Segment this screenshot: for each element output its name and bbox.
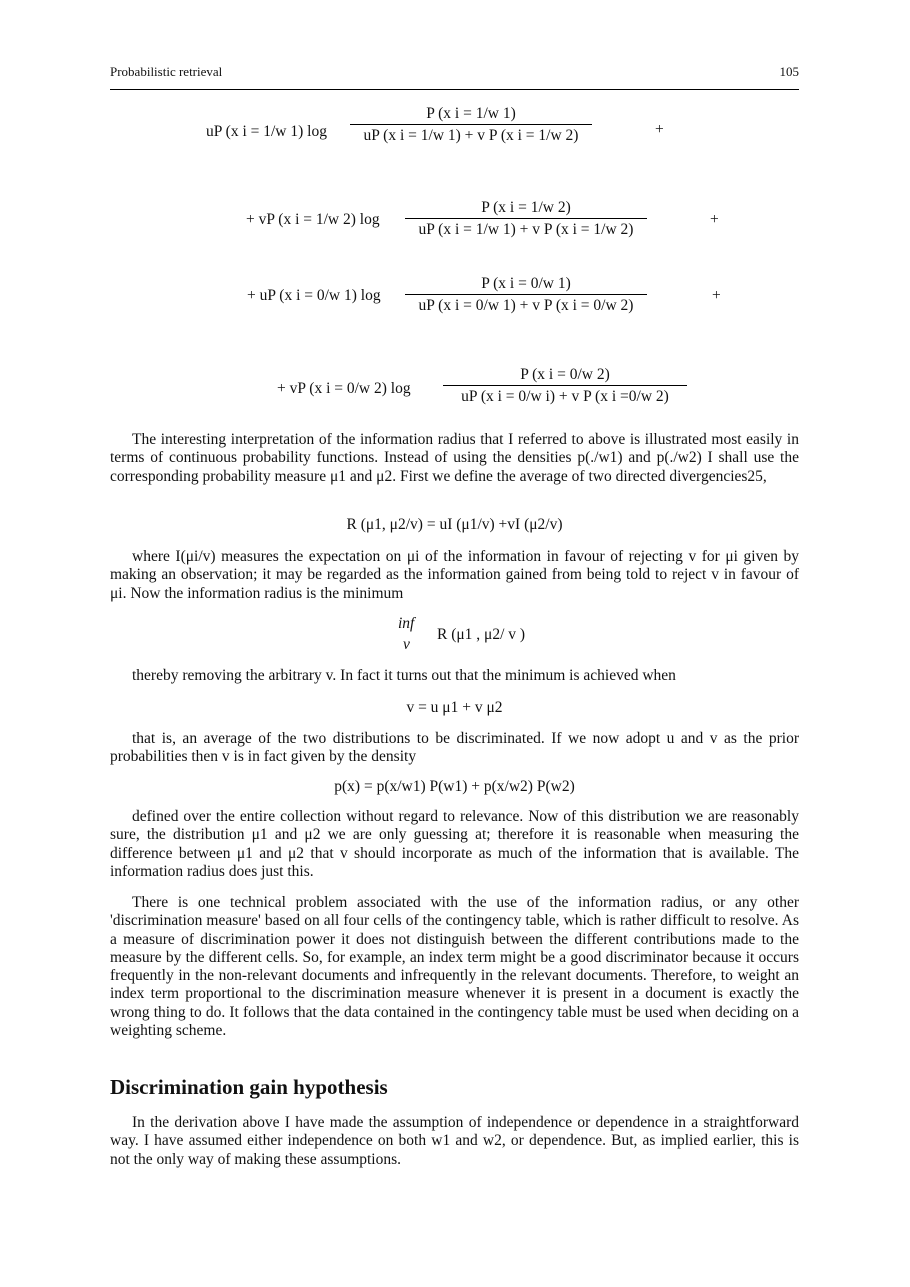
- equation-density: p(x) = p(x/w1) P(w1) + p(x/w2) P(w2): [334, 778, 575, 795]
- page-number: 105: [779, 64, 799, 79]
- inf-variable: v: [403, 636, 410, 653]
- header-rule: [110, 89, 799, 90]
- inf-subscript: [403, 636, 410, 654]
- plus-sign: +: [655, 121, 664, 138]
- fraction-bar: [405, 218, 647, 219]
- fraction-bar: [405, 294, 647, 295]
- paragraph-text: defined over the entire collection without regard to relevance. Now of this distribution we are reasonably sure, the distribution μ1 and μ2 we are only guessing at; therefore it is reasonable when measuring the difference between μ1 and μ2 that v should incorporate as much of the information that is available. The information radius does just this.: [110, 808, 799, 880]
- paragraph-text: that is, an average of the two distributions to be discriminated. If we now adopt u and v as the prior probabilities then v is in fact given by the density: [110, 730, 799, 766]
- equation-lhs: + vP (x i = 0/w 2) log: [277, 380, 411, 397]
- fraction-bar: [443, 385, 687, 386]
- equation-numerator: P (x i = 0/w 2): [520, 366, 610, 383]
- paragraph: [110, 808, 799, 881]
- inf-expression: R (μ1 , μ2/ v ): [437, 626, 526, 643]
- fraction-bar: [350, 124, 592, 125]
- equation-fraction: [405, 275, 647, 315]
- equation-lhs: + vP (x i = 1/w 2) log: [246, 211, 380, 228]
- paragraph: [110, 431, 799, 486]
- equation-numerator: P (x i = 1/w 2): [481, 199, 571, 216]
- plus-sign: +: [712, 287, 721, 304]
- paragraph: [110, 894, 799, 1040]
- equation-denominator: uP (x i = 1/w 1) + v P (x i = 1/w 2): [418, 221, 634, 238]
- equation-denominator: uP (x i = 0/w i) + v P (x i =0/w 2): [461, 388, 669, 405]
- paragraph: [110, 730, 799, 767]
- equation-lhs: + uP (x i = 0/w 1) log: [247, 287, 381, 304]
- equation-fraction: [405, 199, 647, 239]
- paragraph: [110, 1114, 799, 1169]
- section-heading: Discrimination gain hypothesis: [110, 1075, 388, 1099]
- equation-lhs: uP (x i = 1/w 1) log: [206, 123, 327, 140]
- paragraph: [110, 667, 799, 685]
- paragraph-text: where I(μi/v) measures the expectation on μi of the information in favour of rejecting v for μi given by making an observation; it may be regarded as the information gained from being told to reject v in favour of μi. Now the information radius is the minimum: [110, 548, 799, 602]
- equation-R: R (μ1, μ2/v) = uI (μ1/v) +vI (μ2/v): [346, 516, 563, 533]
- plus-sign: +: [710, 211, 719, 228]
- equation-denominator: uP (x i = 1/w 1) + v P (x i = 1/w 2): [363, 127, 579, 144]
- equation-v: v = u μ1 + v μ2: [406, 699, 503, 716]
- equation-fraction: [443, 366, 687, 406]
- equation-numerator: P (x i = 1/w 1): [426, 105, 516, 122]
- paragraph-text: The interesting interpretation of the information radius that I referred to above is illustrated most easily in terms of continuous probability functions. Instead of using the densities p(./w1) and p(./w2) I shall use the corresponding probability measure μ1 and μ2. First we define the average of two directed divergencies25,: [110, 431, 799, 485]
- running-title: Probabilistic retrieval: [110, 64, 223, 79]
- paragraph: [110, 548, 799, 603]
- paragraph-text: In the derivation above I have made the assumption of independence or dependence in a straightforward way. I have assumed either independence on both w1 and w2, or dependence. But, as implied earlier, this is not the only way of making these assumptions.: [110, 1114, 799, 1168]
- inf-label: inf: [398, 615, 415, 632]
- paragraph-text: There is one technical problem associated with the use of the information radius, or any other 'discrimination measure' based on all four cells of the contingency table, which is rather difficult to resolve. As a measure of discrimination power it does not distinguish between the different contributions made to the measure by the different cells. So, for example, an index term might be a good discriminator because it occurs frequently in the non-relevant documents and infrequently in the relevant documents. Therefore, to weight an index term proportional to the discrimination measure whenever it is present in a document is exactly the wrong thing to do. It follows that the data contained in the contingency table must be used when deciding on a weighting scheme.: [110, 894, 799, 1040]
- equation-denominator: uP (x i = 0/w 1) + v P (x i = 0/w 2): [418, 297, 634, 314]
- equation-numerator: P (x i = 0/w 1): [481, 275, 571, 292]
- paragraph-text: thereby removing the arbitrary v. In fact it turns out that the minimum is achieved when: [132, 667, 676, 684]
- equation-fraction: [350, 105, 592, 145]
- inf-operator: [398, 615, 414, 633]
